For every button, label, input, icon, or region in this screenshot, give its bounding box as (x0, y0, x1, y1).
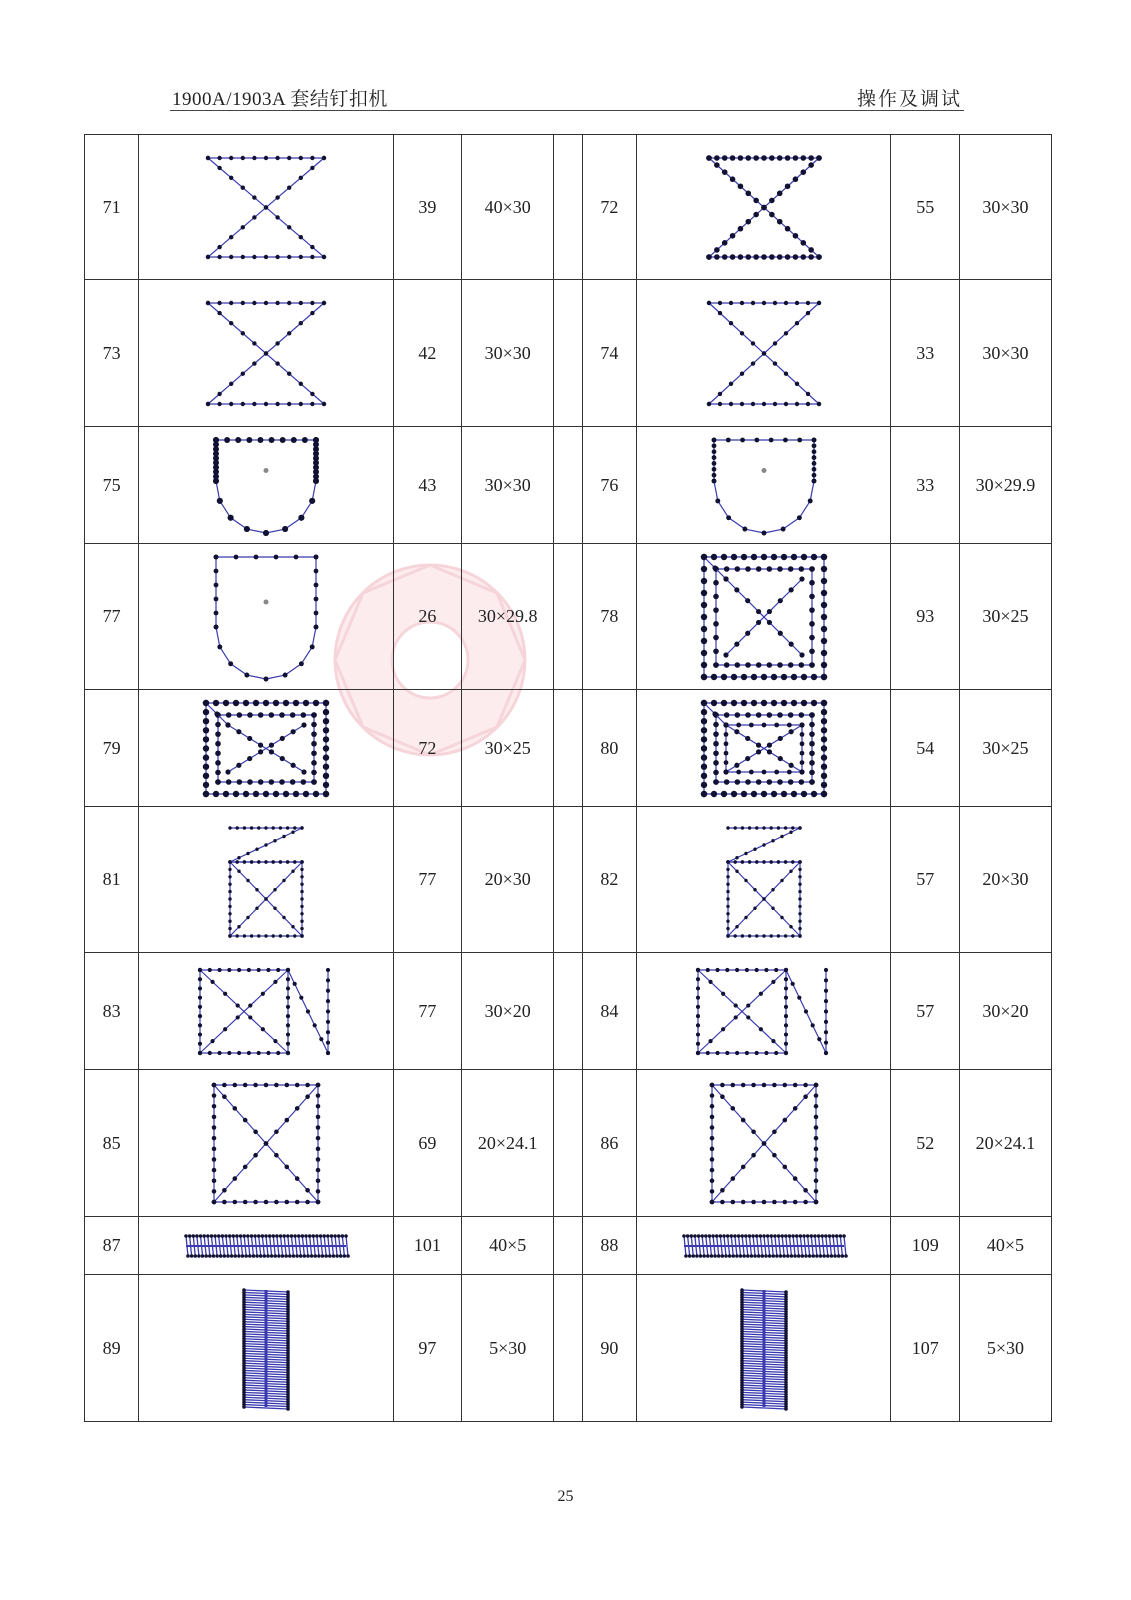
table-row (85, 953, 1052, 1070)
pattern-size: 30×25 (959, 544, 1051, 690)
stitch-pattern-u-shield-sparse (146, 547, 386, 687)
pattern-size: 30×30 (462, 427, 554, 544)
pattern-number: 84 (582, 953, 636, 1070)
pattern-diagram (636, 1275, 891, 1422)
table-row (85, 1070, 1052, 1217)
stitch-pattern-z-over-box (644, 810, 884, 950)
stitch-count: 33 (891, 427, 959, 544)
pattern-number: 73 (85, 280, 139, 427)
pattern-size: 30×25 (959, 690, 1051, 807)
pattern-number: 78 (582, 544, 636, 690)
stitch-pattern-bartack-vertical (146, 1278, 386, 1419)
stitch-count: 57 (891, 953, 959, 1070)
column-gap (554, 690, 583, 807)
column-gap (554, 953, 583, 1070)
table-row (85, 544, 1052, 690)
stitch-count: 101 (393, 1217, 461, 1275)
pattern-number: 82 (582, 807, 636, 953)
pattern-number: 80 (582, 690, 636, 807)
pattern-size: 40×5 (462, 1217, 554, 1275)
pattern-diagram (636, 427, 891, 544)
pattern-diagram (139, 1275, 394, 1422)
pattern-number: 72 (582, 135, 636, 280)
stitch-count: 54 (891, 690, 959, 807)
column-gap (554, 807, 583, 953)
table-row (85, 807, 1052, 953)
table-row (85, 135, 1052, 280)
table-row (85, 690, 1052, 807)
pattern-diagram (139, 807, 394, 953)
pattern-diagram (139, 1217, 394, 1275)
stitch-pattern-box-x (146, 1073, 386, 1214)
stitch-count: 39 (393, 135, 461, 280)
pattern-number: 86 (582, 1070, 636, 1217)
pattern-diagram (139, 544, 394, 690)
table-row (85, 280, 1052, 427)
pattern-number: 83 (85, 953, 139, 1070)
pattern-diagram (139, 953, 394, 1070)
column-gap (554, 1275, 583, 1422)
table-row (85, 1275, 1052, 1422)
pattern-number: 71 (85, 135, 139, 280)
pattern-number: 87 (85, 1217, 139, 1275)
stitch-count: 43 (393, 427, 461, 544)
stitch-count: 26 (393, 544, 461, 690)
pattern-size: 30×20 (462, 953, 554, 1070)
stitch-count: 109 (891, 1217, 959, 1275)
pattern-size: 30×30 (462, 280, 554, 427)
stitch-count: 57 (891, 807, 959, 953)
pattern-size: 20×30 (462, 807, 554, 953)
pattern-size: 40×30 (462, 135, 554, 280)
stitch-pattern-hourglass (146, 283, 386, 424)
pattern-diagram (636, 280, 891, 427)
stitch-count: 77 (393, 807, 461, 953)
column-gap (554, 544, 583, 690)
pattern-size: 30×29.9 (959, 427, 1051, 544)
pattern-table (84, 134, 1052, 1422)
page-number: 25 (557, 1488, 574, 1505)
pattern-diagram (139, 280, 394, 427)
header-model: 1900A/1903A 套结钉扣机 (172, 89, 388, 110)
pattern-size: 30×20 (959, 953, 1051, 1070)
stitch-pattern-box-double-x (644, 547, 884, 687)
stitch-pattern-bartack-horizontal (146, 1220, 386, 1272)
stitch-pattern-u-shield (644, 430, 884, 541)
pattern-number: 75 (85, 427, 139, 544)
pattern-diagram (636, 1070, 891, 1217)
page-header (170, 78, 964, 111)
pattern-diagram (636, 544, 891, 690)
pattern-number: 89 (85, 1275, 139, 1422)
pattern-size: 40×5 (959, 1217, 1051, 1275)
pattern-diagram (636, 135, 891, 280)
pattern-number: 74 (582, 280, 636, 427)
stitch-pattern-z-over-box (146, 810, 386, 950)
stitch-pattern-bartack-horizontal (644, 1220, 884, 1272)
column-gap (554, 1070, 583, 1217)
stitch-pattern-hourglass-dense (644, 138, 884, 277)
stitch-count: 33 (891, 280, 959, 427)
pattern-diagram (636, 807, 891, 953)
stitch-count: 42 (393, 280, 461, 427)
stitch-pattern-box-x (644, 1073, 884, 1214)
pattern-diagram (139, 1070, 394, 1217)
pattern-size: 5×30 (462, 1275, 554, 1422)
pattern-size: 30×29.8 (462, 544, 554, 690)
pattern-size: 30×25 (462, 690, 554, 807)
pattern-diagram (636, 1217, 891, 1275)
pattern-number: 88 (582, 1217, 636, 1275)
column-gap (554, 1217, 583, 1275)
stitch-count: 72 (393, 690, 461, 807)
pattern-number: 81 (85, 807, 139, 953)
pattern-diagram (636, 690, 891, 807)
column-gap (554, 280, 583, 427)
pattern-diagram (636, 953, 891, 1070)
pattern-number: 90 (582, 1275, 636, 1422)
stitch-pattern-hourglass (146, 138, 386, 277)
pattern-size: 20×24.1 (959, 1070, 1051, 1217)
stitch-pattern-bartack-vertical (644, 1278, 884, 1419)
table-row (85, 1217, 1052, 1275)
table-row (85, 427, 1052, 544)
column-gap (554, 427, 583, 544)
pattern-number: 79 (85, 690, 139, 807)
pattern-size: 5×30 (959, 1275, 1051, 1422)
pattern-diagram (139, 427, 394, 544)
pattern-number: 77 (85, 544, 139, 690)
pattern-size: 20×30 (959, 807, 1051, 953)
stitch-count: 55 (891, 135, 959, 280)
column-gap (554, 135, 583, 280)
pattern-number: 85 (85, 1070, 139, 1217)
stitch-count: 97 (393, 1275, 461, 1422)
stitch-count: 69 (393, 1070, 461, 1217)
stitch-count: 77 (393, 953, 461, 1070)
pattern-size: 30×30 (959, 280, 1051, 427)
pattern-size: 30×30 (959, 135, 1051, 280)
stitch-pattern-u-shield-dense (146, 430, 386, 541)
stitch-pattern-box-x-n (146, 956, 386, 1067)
header-section: 操作及调试 (856, 89, 962, 110)
stitch-count: 52 (891, 1070, 959, 1217)
stitch-pattern-box-triple-x (644, 693, 884, 804)
pattern-diagram (139, 135, 394, 280)
stitch-pattern-box-double-x (146, 693, 386, 804)
stitch-count: 107 (891, 1275, 959, 1422)
pattern-size: 20×24.1 (462, 1070, 554, 1217)
pattern-diagram (139, 690, 394, 807)
stitch-pattern-hourglass-wide (644, 283, 884, 424)
pattern-number: 76 (582, 427, 636, 544)
stitch-pattern-box-x-n (644, 956, 884, 1067)
stitch-count: 93 (891, 544, 959, 690)
